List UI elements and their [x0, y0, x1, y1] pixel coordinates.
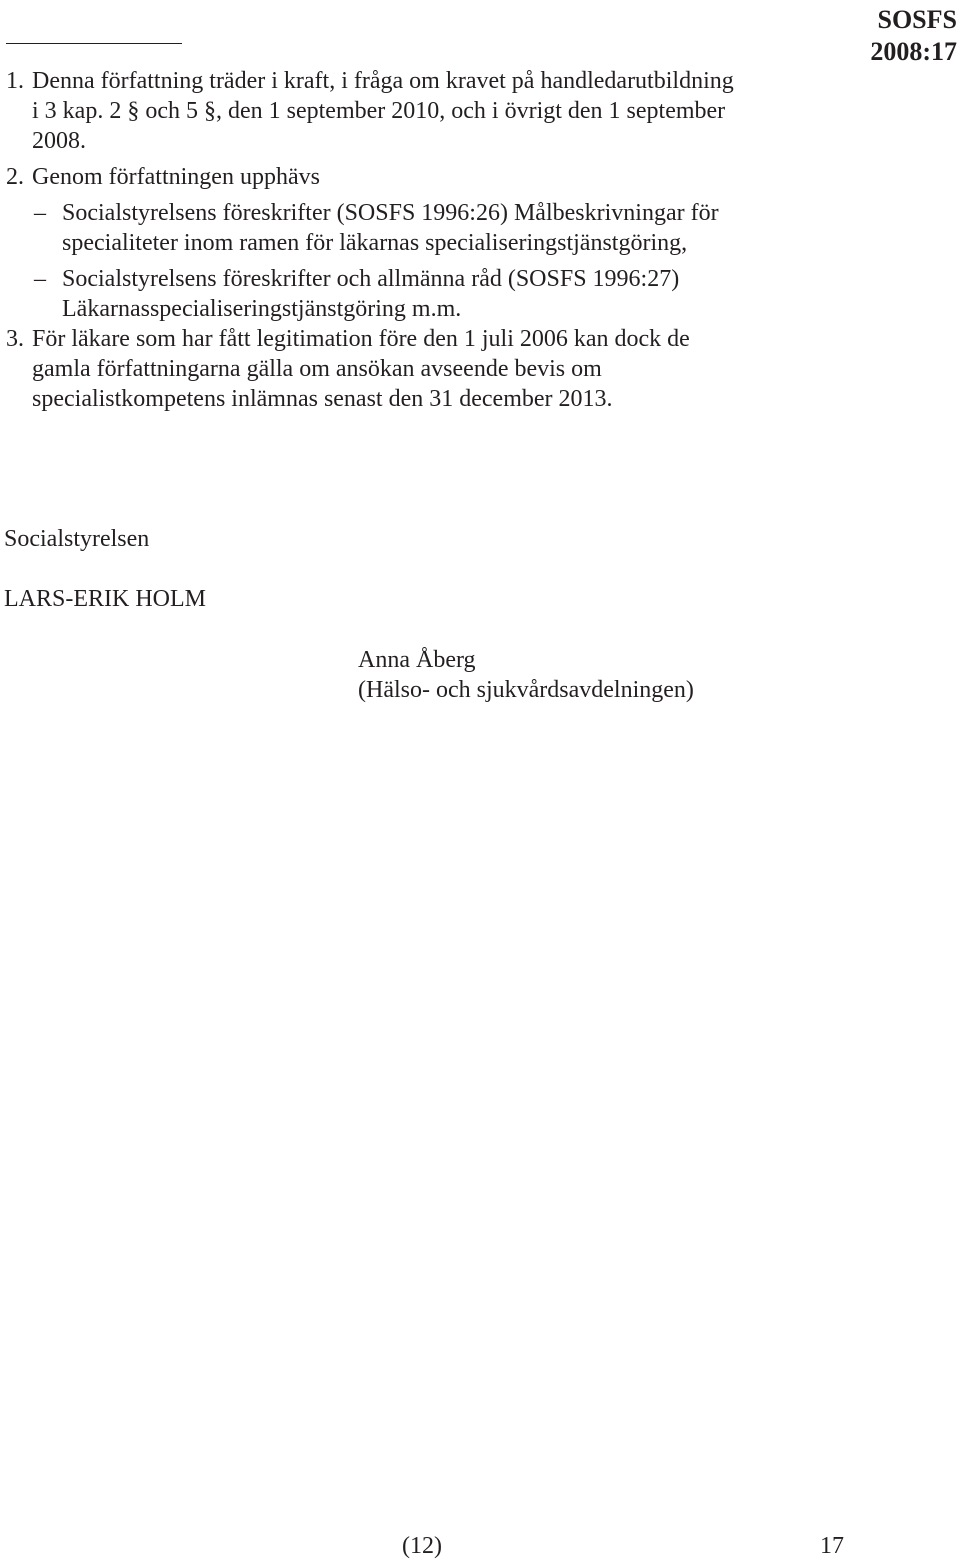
- provision-number: 1.: [6, 68, 24, 94]
- provision-number: 2.: [6, 164, 24, 190]
- co-signer-name: Anna Åberg: [358, 647, 476, 673]
- provision-number: 3.: [6, 326, 24, 352]
- provision-text: Denna författning träder i kraft, i fråga om kravet på handledarutbildning i 3 kap. 2 § och 5 §, den 1 september 2010, och i övrigt den 1 september 2008.: [32, 68, 734, 154]
- list-item: [34, 264, 746, 324]
- sosfs-label: SOSFS: [877, 5, 957, 34]
- footer-page-number: 17: [820, 1533, 844, 1559]
- list-item-text: Socialstyrelsens föreskrifter och allmänna råd (SOSFS 1996:27) Läkarnasspecialiseringstjänstgöring m.m.: [62, 266, 680, 322]
- sosfs-reference: [870, 4, 957, 68]
- provision-2: [6, 162, 746, 192]
- list-item: [34, 198, 746, 258]
- provision-text: Genom författningen upphävs: [32, 164, 320, 190]
- co-signer-department: (Hälso- och sjukvårdsavdelningen): [358, 677, 694, 703]
- footnote-rule: [6, 43, 182, 44]
- co-signer-block: [358, 645, 694, 705]
- dash-bullet: –: [34, 266, 46, 292]
- dash-bullet: –: [34, 200, 46, 226]
- transitional-provisions: [6, 66, 746, 414]
- list-item-text: Socialstyrelsens föreskrifter (SOSFS 1996:26) Målbeskrivningar för specialiteter inom ramen för läkarnas specialiseringstjänstgöring,: [62, 200, 719, 256]
- sosfs-number: 2008:17: [870, 37, 957, 66]
- footer-page-label: (12): [402, 1533, 442, 1559]
- provision-text: För läkare som har fått legitimation före den 1 juli 2006 kan dock de gamla författningarna gälla om ansökan avseende bevis om specialistkompetens inlämnas senast den 31 december 2013.: [32, 326, 690, 412]
- repealed-list: [6, 198, 746, 324]
- signature-name: LARS-ERIK HOLM: [4, 586, 206, 612]
- provision-3: [6, 324, 746, 414]
- signature-organization: Socialstyrelsen: [4, 526, 150, 552]
- provision-1: [6, 66, 746, 156]
